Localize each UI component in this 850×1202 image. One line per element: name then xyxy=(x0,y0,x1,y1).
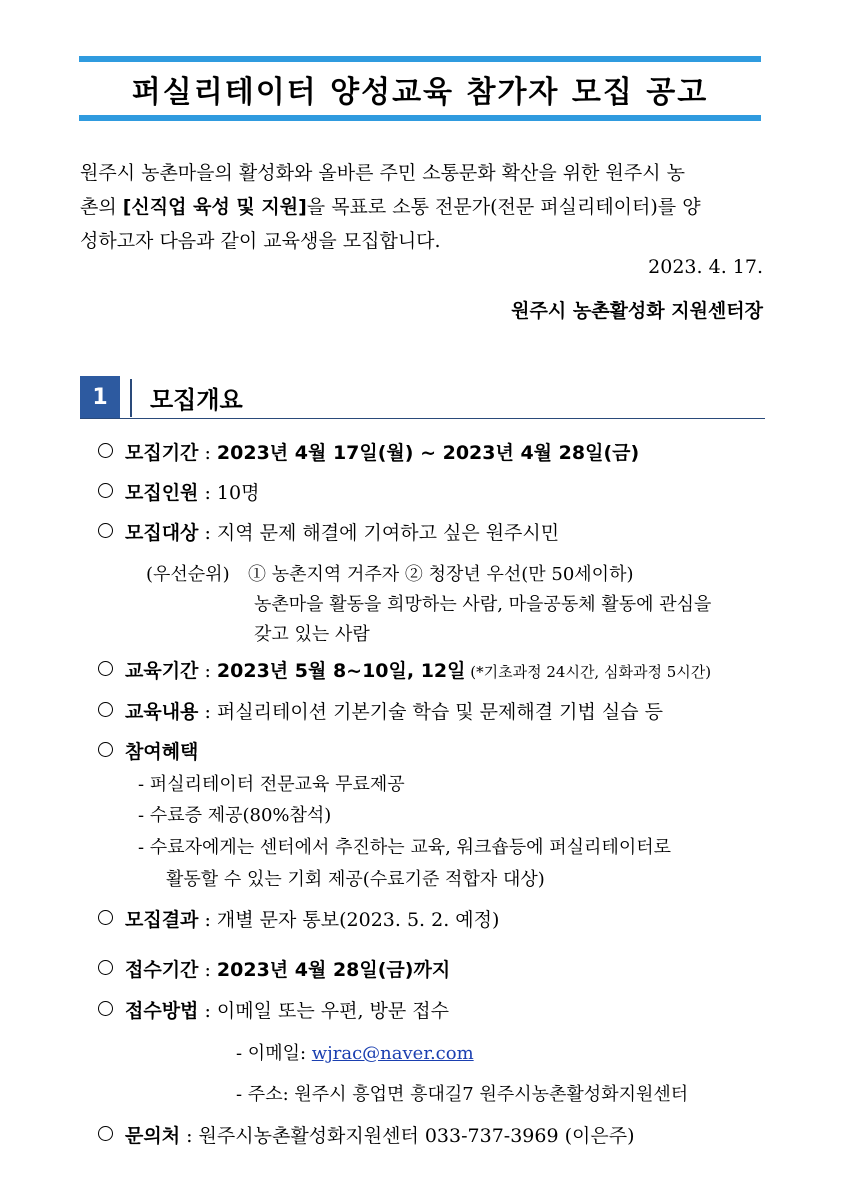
item-receipt-method xyxy=(98,996,449,1023)
item-value: 지역 문제 해결에 기여하고 싶은 원주시민 xyxy=(216,522,560,544)
item-label: 모집결과 xyxy=(125,909,199,931)
benefit-item: - 수료증 제공(80%참석) xyxy=(138,805,332,826)
item-note: (*기초과정 24시간, 심화과정 5시간) xyxy=(465,663,712,681)
email-link[interactable]: wjrac@naver.com xyxy=(311,1043,474,1064)
item-contact xyxy=(98,1121,635,1148)
item-separator: : xyxy=(198,909,217,931)
section-title: 모집개요 xyxy=(150,386,243,414)
item-receipt-period xyxy=(98,955,450,982)
item-edu-content xyxy=(98,697,663,724)
item-label: 참여혜택 xyxy=(125,741,199,763)
section-number: 1 xyxy=(80,376,120,418)
circle-bullet-icon xyxy=(98,523,113,538)
item-value: 퍼실리테이션 기본기술 학습 및 문제해결 기법 실습 등 xyxy=(216,701,663,723)
item-value: 2023년 4월 28일(금)까지 xyxy=(216,959,451,981)
item-label: 교육기간 xyxy=(125,660,199,682)
circle-bullet-icon xyxy=(98,661,113,676)
email-label: - 이메일: xyxy=(236,1043,312,1064)
circle-bullet-icon xyxy=(98,1126,113,1141)
email-line xyxy=(236,1039,474,1065)
circle-bullet-icon xyxy=(98,443,113,458)
section-header xyxy=(80,376,765,419)
item-separator: : xyxy=(198,442,217,464)
item-label: 교육내용 xyxy=(125,701,199,723)
item-recruit-period xyxy=(98,438,639,465)
circle-bullet-icon xyxy=(98,1001,113,1016)
document-title: 퍼실리테이터 양성교육 참가자 모집 공고 xyxy=(131,74,709,110)
item-label: 문의처 xyxy=(125,1125,181,1147)
circle-bullet-icon xyxy=(98,483,113,498)
signature: 원주시 농촌활성화 지원센터장 xyxy=(511,300,763,322)
item-separator: : xyxy=(180,1125,199,1147)
item-label: 모집인원 xyxy=(125,482,199,504)
item-value: 2023년 5월 8~10일, 12일 xyxy=(216,660,466,682)
intro-line: 원주시 농촌마을의 활성화와 올바른 주민 소통문화 확산을 위한 원주시 농 xyxy=(80,162,685,184)
item-result xyxy=(98,905,499,932)
intro-text: 촌의 xyxy=(80,196,123,218)
item-separator: : xyxy=(198,701,217,723)
item-value: 개별 문자 통보(2023. 5. 2. 예정) xyxy=(216,909,500,931)
item-value: 원주시농촌활성화지원센터 033-737-3969 (이은주) xyxy=(198,1125,635,1147)
title-banner xyxy=(79,56,761,121)
item-separator: : xyxy=(198,1000,217,1022)
intro-emphasis: [신직업 육성 및 지원] xyxy=(122,196,307,218)
benefit-item: - 퍼실리테이터 전문교육 무료제공 xyxy=(138,774,405,795)
item-label: 모집기간 xyxy=(125,442,199,464)
circle-bullet-icon xyxy=(98,910,113,925)
item-separator: : xyxy=(198,482,217,504)
item-recruit-count xyxy=(98,478,259,505)
item-label: 모집대상 xyxy=(125,522,199,544)
benefit-item: - 수료자에게는 센터에서 추진하는 교육, 워크숍등에 퍼실리테이터로 xyxy=(138,837,671,858)
section-divider xyxy=(130,379,132,417)
circle-bullet-icon xyxy=(98,960,113,975)
circle-bullet-icon xyxy=(98,742,113,757)
address-line: - 주소: 원주시 흥업면 흥대길7 원주시농촌활성화지원센터 xyxy=(236,1084,689,1105)
item-value: 이메일 또는 우편, 방문 접수 xyxy=(216,1000,449,1022)
intro-line xyxy=(80,190,762,224)
item-value: 2023년 4월 17일(월) ~ 2023년 4월 28일(금) xyxy=(216,442,640,464)
item-value: 10명 xyxy=(216,482,260,504)
item-edu-period xyxy=(98,656,711,683)
item-separator: : xyxy=(198,959,217,981)
benefit-item-continued: 활동할 수 있는 기회 제공(수료기준 적합자 대상) xyxy=(166,869,545,890)
item-label: 접수기간 xyxy=(125,959,199,981)
priority-label: (우선순위) xyxy=(146,564,230,585)
intro-line: 성하고자 다음과 같이 교육생을 모집합니다. xyxy=(80,230,441,252)
circle-bullet-icon xyxy=(98,702,113,717)
notice-date: 2023. 4. 17. xyxy=(648,256,763,278)
item-separator: : xyxy=(198,522,217,544)
item-label: 접수방법 xyxy=(125,1000,199,1022)
item-recruit-target xyxy=(98,518,559,545)
intro-paragraph xyxy=(80,156,762,258)
intro-text: 을 목표로 소통 전문가(전문 퍼실리테이터)를 양 xyxy=(306,196,701,218)
item-separator: : xyxy=(198,660,217,682)
item-benefit xyxy=(98,737,198,764)
priority-line: 농촌마을 활동을 희망하는 사람, 마을공동체 활동에 관심을 xyxy=(254,594,712,615)
priority-line: 갖고 있는 사람 xyxy=(254,624,370,645)
priority-line: ① 농촌지역 거주자 ② 청장년 우선(만 50세이하) xyxy=(248,564,634,585)
